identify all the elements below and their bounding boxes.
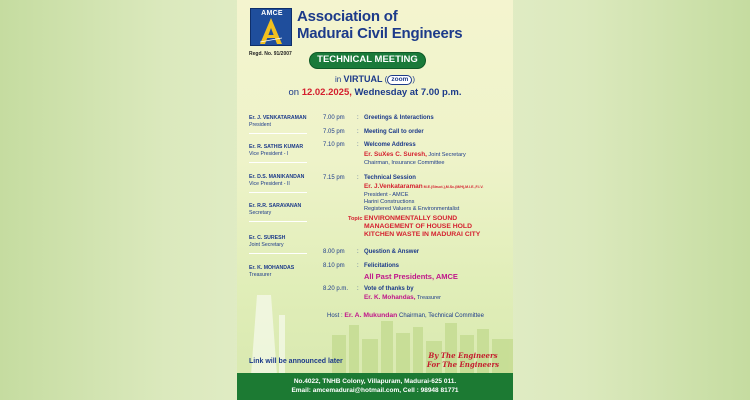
schedule-title: Felicitations [364,263,400,269]
meeting-mode: VIRTUAL [343,74,383,84]
technical-speaker-line: Harini Constructions [364,199,415,205]
schedule-time: 8.10 pm [323,263,345,269]
host-line [327,312,484,319]
motto-line1: By The Engineers [428,351,498,360]
officer-name: Er. R. SATHIS KUMAR [249,144,304,150]
felicitation-honorees: All Past Presidents, AMCE [364,272,458,281]
organization-name [297,8,507,42]
schedule-time: 7.10 pm [323,142,345,148]
schedule-title: Question & Answer [364,249,420,255]
officer-role: Treasurer [249,272,272,278]
welcome-speaker-line2: Chairman, Insurance Committee [364,160,445,166]
schedule-title: Meeting Call to order [364,129,424,135]
officer-role: Joint Secretary [249,242,284,248]
thanks-speaker [364,295,512,302]
schedule-time: 7.15 pm [323,175,345,181]
topic-line: KITCHEN WASTE IN MADURAI CITY [364,231,481,238]
technical-speaker [364,184,513,191]
meeting-day-time: Wednesday at 7.00 p.m. [354,87,462,98]
technical-speaker-name: Er. J.Venkataraman [364,183,423,190]
schedule-time: 8.20 p.m. [323,286,349,292]
officer-name: Er. R.R. SARAVANAN [249,203,302,209]
officer-divider [249,192,307,193]
schedule-colon: : [357,142,359,148]
footer-contact: Email: amcemadurai@hotmail.com, Cell : 98948 81771 [291,387,459,394]
officer-role: Secretary [249,210,272,216]
officer-divider [249,253,307,254]
schedule-time: 8.00 pm [323,249,345,255]
officer-item [249,203,331,217]
motto [423,352,503,369]
officer-name: Er. C. SURESH [249,235,286,241]
in-label: in [334,75,342,84]
officer-item [249,265,331,279]
virtual-line: in VIRTUAL ( zoom ) [334,74,415,84]
on-label: on [288,87,300,98]
contact-footer [237,373,513,400]
host-role: Chairman, Technical Committee [397,313,484,319]
amce-logo [250,8,292,46]
link-announcement: Link will be announced later [249,358,343,365]
topic-line: MANAGEMENT OF HOUSE HOLD [364,223,472,230]
thanks-speaker-name: Er. K. Mohandas, [364,294,416,301]
zoom-label: zoom [391,75,409,83]
officer-name: Er. D.S. MANIKANDAN [249,174,305,180]
officer-divider [249,221,307,222]
topic-title [364,215,512,239]
logo-text: AMCE [261,10,283,17]
meeting-type-badge: TECHNICAL MEETING [309,52,426,69]
technical-speaker-line: President - AMCE [364,192,409,198]
schedule-title: Greetings & Interactions [364,115,434,121]
zoom-logo [387,75,412,85]
officer-item [249,115,331,129]
welcome-speaker [364,152,512,159]
org-name-line2: Madurai Civil Engineers [297,25,463,42]
thanks-speaker-role: Treasurer [415,295,441,301]
org-name-line1: Association of [297,8,398,25]
date-line [237,87,513,98]
registration-number: Regd. No. 91/2007 [249,51,292,57]
officer-divider [249,133,307,134]
footer-address: No.4022, TNHB Colony, Villapuram, Madurai-625 011. [293,378,457,385]
logo-a-icon [260,18,282,44]
host-label: Host : [327,313,343,319]
welcome-speaker-role: Joint Secretary [426,152,466,158]
schedule-colon: : [357,249,359,255]
host-name: Er. A. Mukundan [344,312,398,319]
officer-name: Er. J. VENKATARAMAN [249,115,307,121]
technical-speaker-line: Registered Valuers & Environmentalist [364,206,460,212]
officer-divider [249,162,307,163]
schedule-time: 7.00 pm [323,115,345,121]
schedule-colon: : [357,129,359,135]
officer-role: Vice President - II [249,181,290,187]
schedule-colon: : [357,175,359,181]
schedule-title: Welcome Address [364,142,416,148]
officer-role: Vice President - I [249,151,289,157]
officers-list [249,115,329,280]
officer-item [249,235,331,249]
officer-item [249,144,331,158]
schedule-colon: : [357,286,359,292]
technical-speaker-quals: M.E.(Struct.),M.Sc.(M/H),M.I.E.,F.I.V. [422,185,484,189]
topic-label: Topic : [348,216,366,222]
meeting-poster [237,0,513,400]
motto-line2: For The Engineers [426,359,500,369]
meeting-date: 12.02.2025, [301,87,352,98]
officer-role: President [249,122,271,128]
officer-item [249,174,331,188]
schedule-colon: : [357,263,359,269]
schedule-colon: : [357,115,359,121]
schedule-title: Vote of thanks by [364,286,414,292]
officer-name: Er. K. MOHANDAS [249,265,295,271]
schedule-time: 7.05 pm [323,129,345,135]
topic-line: ENVIRONMENTALLY SOUND [364,215,458,222]
welcome-speaker-name: Er. SuXes C. Suresh, [364,151,427,158]
schedule-title: Technical Session [364,175,416,181]
